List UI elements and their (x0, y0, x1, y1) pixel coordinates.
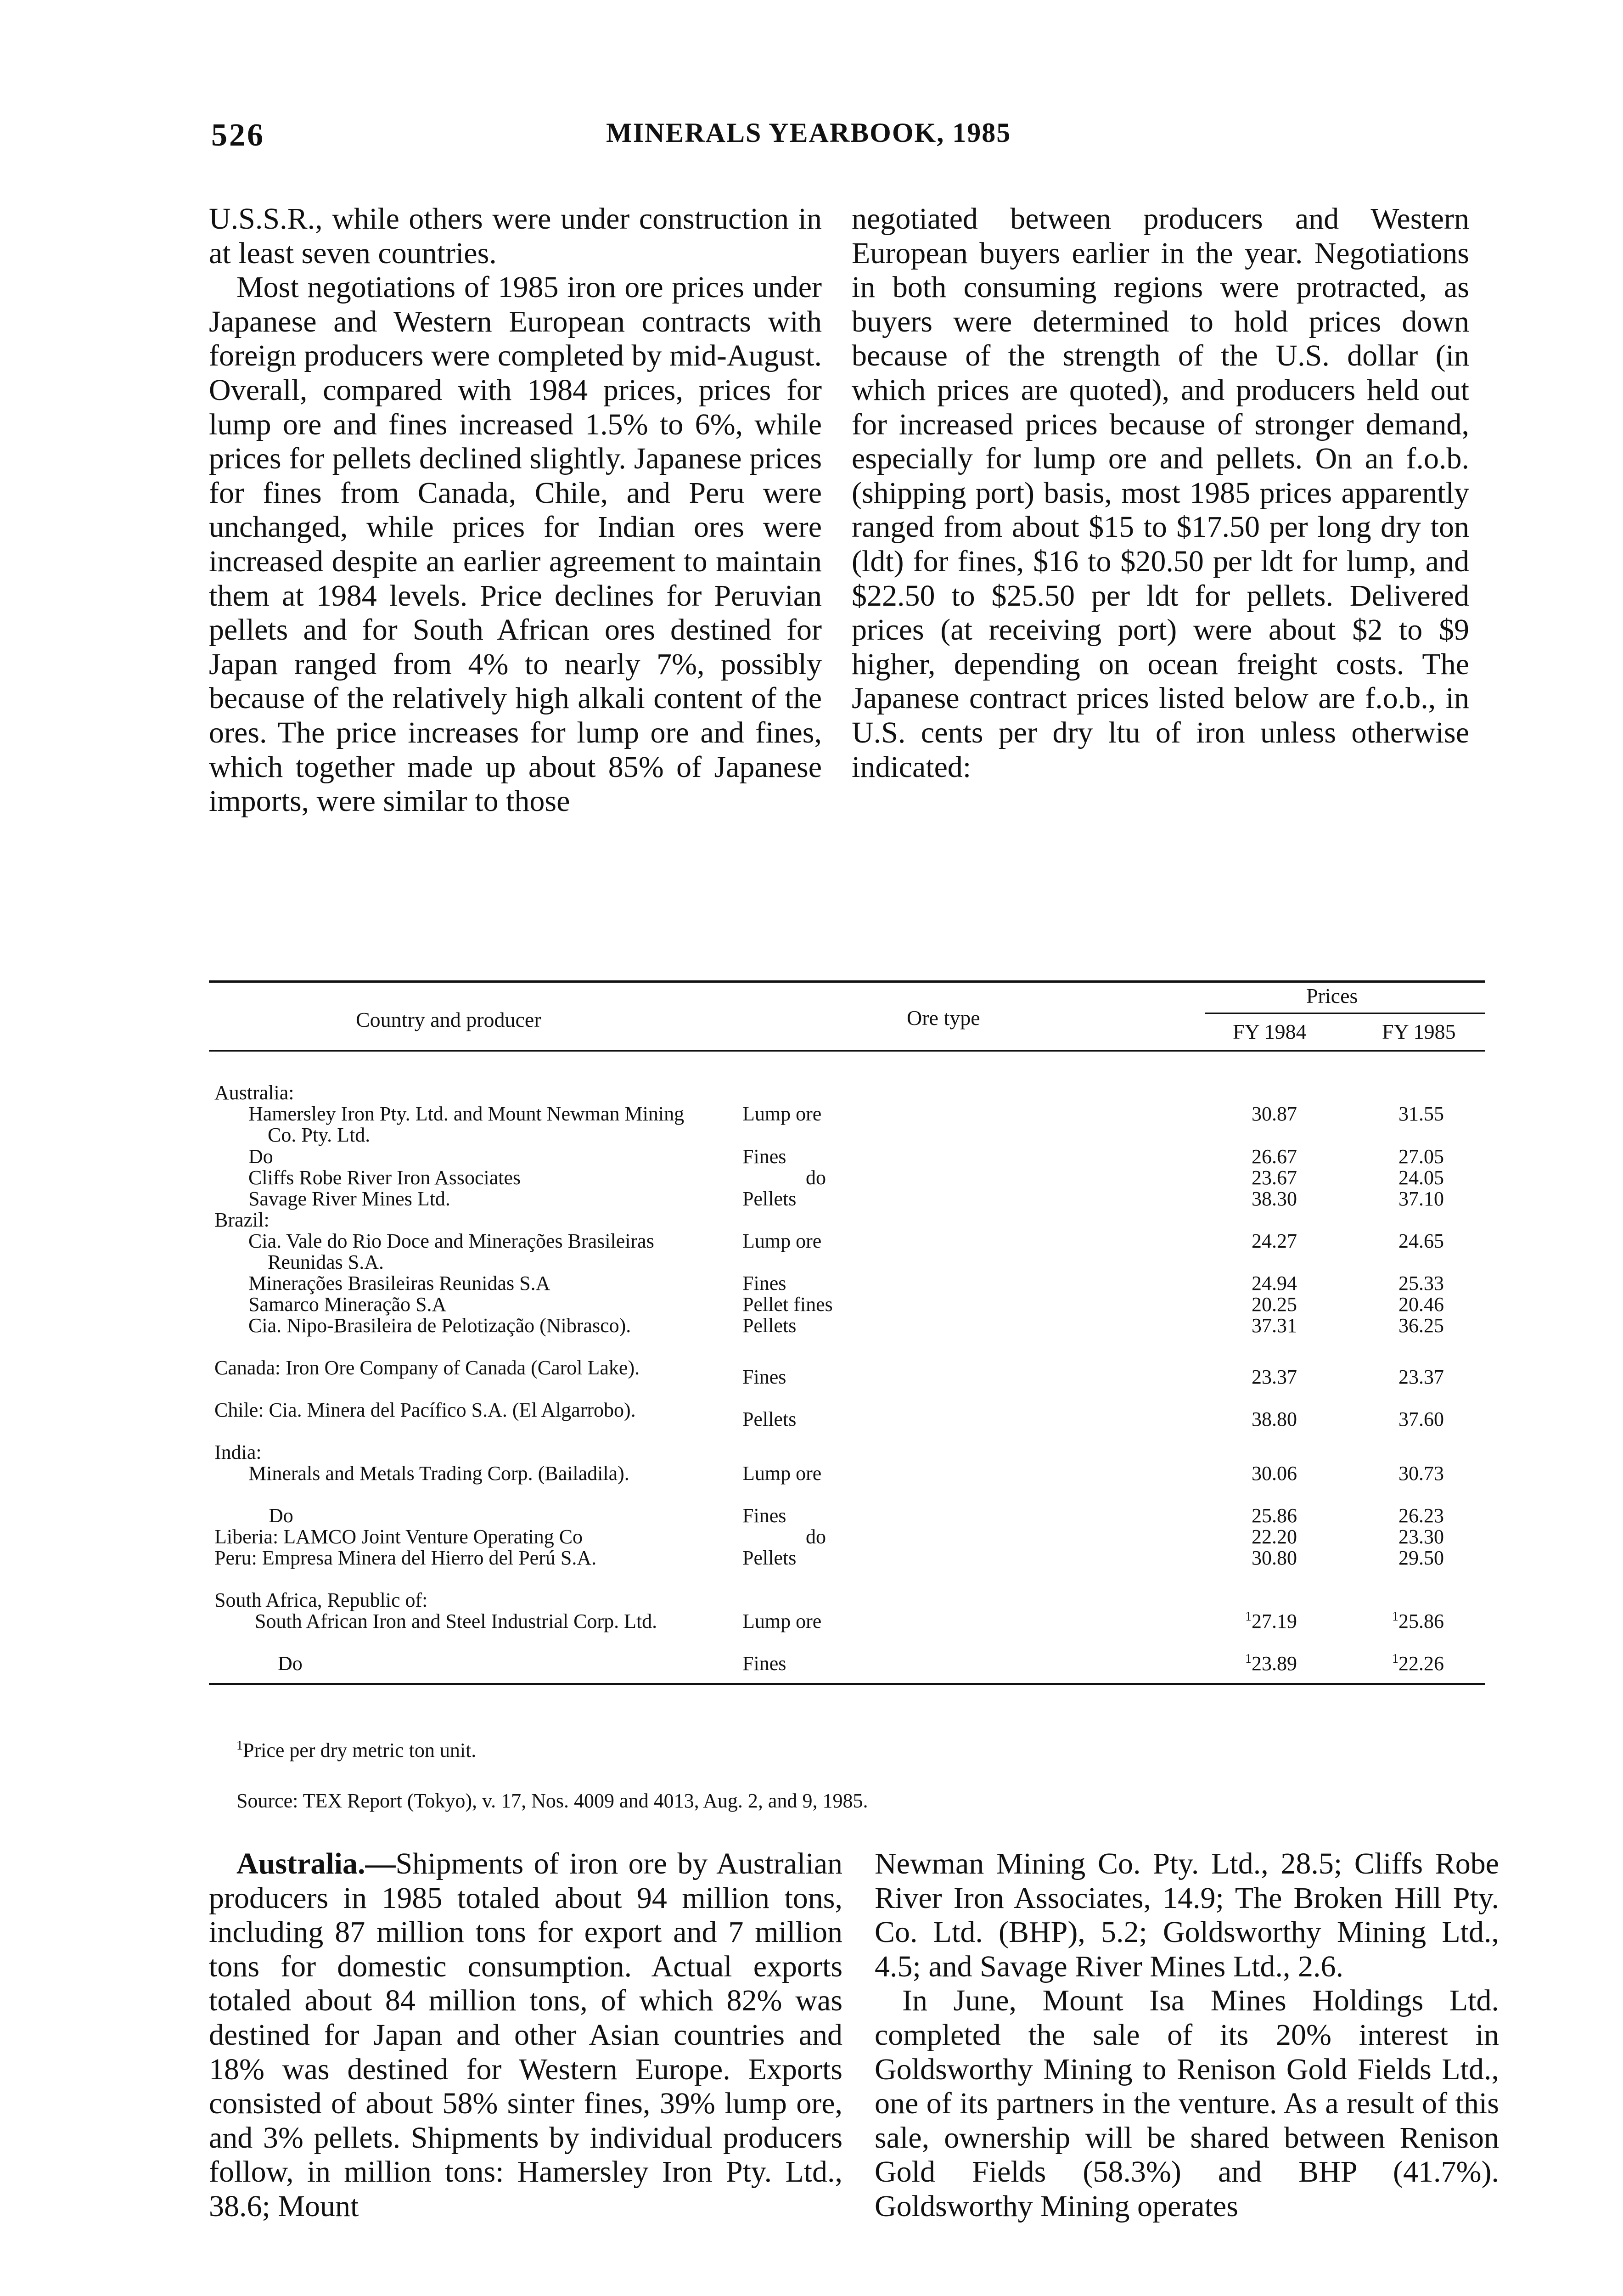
table-row-fy1984: 20.25 (1252, 1293, 1297, 1316)
table-row-fy1985: 37.10 (1398, 1187, 1444, 1210)
header-country-producer: Country and producer (356, 1008, 541, 1031)
running-title: MINERALS YEARBOOK, 1985 (606, 118, 1011, 148)
table-row-fy1984: 30.87 (1252, 1103, 1297, 1125)
table-row-fy1984: 24.27 (1252, 1230, 1297, 1252)
table-row-fy1984: 30.80 (1252, 1547, 1297, 1569)
table-row-producer: Minerações Brasileiras Reunidas S.A (248, 1272, 550, 1294)
table-row-producer: Chile: Cia. Minera del Pacífico S.A. (El Algarrobo). (214, 1399, 636, 1421)
table-row-producer: Hamersley Iron Pty. Ltd. and Mount Newman Mining Co. Pty. Ltd. (248, 1103, 685, 1146)
table-row-fy1985: $^1$22.26 (1392, 1652, 1444, 1675)
table-row-fy1984: 37.31 (1252, 1314, 1297, 1337)
body-right-column-bottom (875, 1847, 1499, 2224)
table-row-ore: Pellets (742, 1547, 797, 1569)
table-row-producer: Do (248, 1145, 273, 1168)
country-label: Brazil: (214, 1209, 270, 1231)
table-row-producer: Cia. Nipo-Brasileira de Pelotização (Nibrasco). (248, 1314, 631, 1337)
table-footnote: $^1$Price per dry metric ton unit. (236, 1739, 477, 1761)
table-row-fy1985: 27.05 (1398, 1145, 1444, 1168)
table-row-fy1984: 25.86 (1252, 1504, 1297, 1527)
table-row-ore: do (806, 1166, 826, 1189)
header-prices: Prices (1306, 984, 1358, 1007)
table-row-fy1984: 30.06 (1252, 1462, 1297, 1485)
country-label: India: (214, 1441, 262, 1463)
table-row-producer: Do (278, 1652, 303, 1675)
table-row-ore: Pellet fines (742, 1293, 833, 1316)
table-row-producer: South African Iron and Steel Industrial Corp. Ltd. (255, 1610, 657, 1632)
paragraph: U.S.S.R., while others were under construction in at least seven countries. (209, 202, 822, 270)
table-row-fy1985: $^1$25.86 (1392, 1609, 1444, 1632)
table-row-fy1984: 38.30 (1252, 1187, 1297, 1210)
table-row-fy1985: 31.55 (1398, 1103, 1444, 1125)
table-row-fy1985: 20.46 (1398, 1293, 1444, 1316)
table-row-fy1984: 24.94 (1252, 1272, 1297, 1294)
paragraph: In June, Mount Isa Mines Holdings Ltd. completed the sale of its 20% interest in Goldsworthy Mining to Renison Gold Fields Ltd., one of its partners in the venture. As a result of this sale, ownership will be shared between Renison Gold Fields (58.3%) and BHP (41.7%). Goldsworthy Mining operates (875, 1984, 1499, 2223)
table-row-fy1985: 25.33 (1398, 1272, 1444, 1294)
table-row-ore: Lump ore (742, 1103, 822, 1125)
prices-rule (1205, 1013, 1485, 1014)
footnote-mark: 1 (236, 1739, 243, 1753)
table-row-producer: Minerals and Metals Trading Corp. (Bailadila). (248, 1462, 629, 1485)
table-row-fy1984: 23.67 (1252, 1166, 1297, 1189)
table-row-ore: Fines (742, 1652, 786, 1675)
table-row-fy1985: 37.60 (1398, 1408, 1444, 1430)
footnote-mark: 1 (1245, 1609, 1252, 1624)
table-row-fy1985: 24.65 (1398, 1230, 1444, 1252)
footnote-mark: 1 (1392, 1609, 1398, 1624)
header-fy1985: FY 1985 (1382, 1020, 1456, 1043)
section-heading-australia: Australia.— (236, 1847, 396, 1880)
paragraph: Australia.—Shipments of iron ore by Australian producers in 1985 totaled about 94 million tons, including 87 million tons for export and 7 million tons for domestic consumption. Actual exports totaled about 84 million tons, of which 82% was destined for Japan and other Asian countries and 18% was destined for Western Europe. Exports consisted of about 58% sinter fines, 39% lump ore, and 3% pellets. Shipments by individual producers follow, in million tons: Hamersley Iron Pty. Ltd., 38.6; Mount (209, 1847, 842, 2223)
table-row-ore: do (806, 1525, 826, 1548)
table-row-producer: Do (269, 1504, 293, 1527)
table-row-fy1985: 24.05 (1398, 1166, 1444, 1189)
table-top-rule (209, 980, 1485, 983)
table-row-ore: Pellets (742, 1408, 797, 1430)
table-row-producer: Canada: Iron Ore Company of Canada (Carol Lake). (214, 1356, 640, 1379)
body-left-column-top (209, 202, 822, 819)
table-row-fy1985: 30.73 (1398, 1462, 1444, 1485)
table-row-producer: Liberia: LAMCO Joint Venture Operating Co (214, 1525, 583, 1548)
paragraph: negotiated between producers and Western European buyers earlier in the year. Negotiations in both consuming regions were protracted, as buyers were determined to hold prices down because of the strength of the U.S. dollar (in which prices are quoted), and producers held out for increased prices because of stronger demand, especially for lump ore and pellets. On an f.o.b. (shipping port) basis, most 1985 prices apparently ranged from about $15 to $17.50 per long dry ton (ldt) for fines, $16 to $20.50 per ldt for lump, and $22.50 to $25.50 per ldt for pellets. Delivered prices (at receiving port) were about $2 to $9 higher, depending on ocean freight costs. The Japanese contract prices listed below are f.o.b., in U.S. cents per dry ltu of iron unless otherwise indicated: (852, 202, 1469, 784)
table-row-fy1985: 36.25 (1398, 1314, 1444, 1337)
table-row-ore: Fines (742, 1272, 786, 1294)
table-row-fy1985: 23.37 (1398, 1366, 1444, 1388)
footnote-mark: 1 (1245, 1652, 1252, 1666)
table-row-ore: Pellets (742, 1187, 797, 1210)
table-row-ore: Fines (742, 1145, 786, 1168)
paragraph: Most negotiations of 1985 iron ore prices under Japanese and Western European contracts with foreign producers were completed by mid-August. Overall, compared with 1984 prices, prices for lump ore and fines increased 1.5% to 6%, while prices for pellets declined slightly. Japanese prices for fines from Canada, Chile, and Peru were unchanged, while prices for Indian ores were increased despite an earlier agreement to maintain them at 1984 levels. Price declines for Peruvian pellets and for South African ores destined for Japan ranged from 4% to nearly 7%, possibly because of the relatively high alkali content of the ores. The price increases for lump ore and fines, which together made up about 85% of Japanese imports, were similar to those (209, 270, 822, 818)
page-header (184, 117, 1485, 163)
table-row-producer: Cliffs Robe River Iron Associates (248, 1166, 521, 1189)
table-row-fy1984: 23.37 (1252, 1366, 1297, 1388)
country-label: South Africa, Republic of: (214, 1589, 428, 1611)
table-row-producer: Samarco Mineração S.A (248, 1293, 447, 1316)
body-right-column-top (852, 202, 1469, 784)
table-row-ore: Lump ore (742, 1610, 822, 1632)
body-left-column-bottom (209, 1847, 842, 2224)
header-ore-type: Ore type (907, 1006, 980, 1030)
table-bottom-rule (209, 1683, 1485, 1685)
header-fy1984: FY 1984 (1233, 1020, 1307, 1043)
table-row-fy1984: 22.20 (1252, 1525, 1297, 1548)
table-row-producer: Savage River Mines Ltd. (248, 1187, 450, 1210)
table-row-ore: Fines (742, 1504, 786, 1527)
page-number: 526 (211, 118, 265, 153)
table-row-producer: Cia. Vale do Rio Doce and Minerações Brasileiras Reunidas S.A. (248, 1230, 654, 1273)
table-row-ore: Fines (742, 1366, 786, 1388)
paragraph: Newman Mining Co. Pty. Ltd., 28.5; Cliffs Robe River Iron Associates, 14.9; The Broken Hill Pty. Co. Ltd. (BHP), 5.2; Goldsworthy Mining Ltd., 4.5; and Savage River Mines Ltd., 2.6. (875, 1847, 1499, 1983)
footnote-mark: 1 (1392, 1652, 1398, 1666)
table-row-fy1984: 26.67 (1252, 1145, 1297, 1168)
table-row-ore: Pellets (742, 1314, 797, 1337)
table-row-fy1985: 23.30 (1398, 1525, 1444, 1548)
table-row-fy1985: 26.23 (1398, 1504, 1444, 1527)
header-bottom-rule (209, 1050, 1485, 1052)
table-source: Source: TEX Report (Tokyo), v. 17, Nos. 4009 and 4013, Aug. 2, and 9, 1985. (236, 1790, 868, 1812)
table-row-fy1984: $^1$23.89 (1245, 1652, 1297, 1675)
table-row-ore: Lump ore (742, 1230, 822, 1252)
table-row-fy1985: 29.50 (1398, 1547, 1444, 1569)
table-row-producer: Peru: Empresa Minera del Hierro del Perú S.A. (214, 1547, 597, 1569)
table-row-ore: Lump ore (742, 1462, 822, 1485)
country-label: Australia: (214, 1081, 294, 1104)
table-row-fy1984: $^1$27.19 (1245, 1609, 1297, 1632)
table-row-fy1984: 38.80 (1252, 1408, 1297, 1430)
